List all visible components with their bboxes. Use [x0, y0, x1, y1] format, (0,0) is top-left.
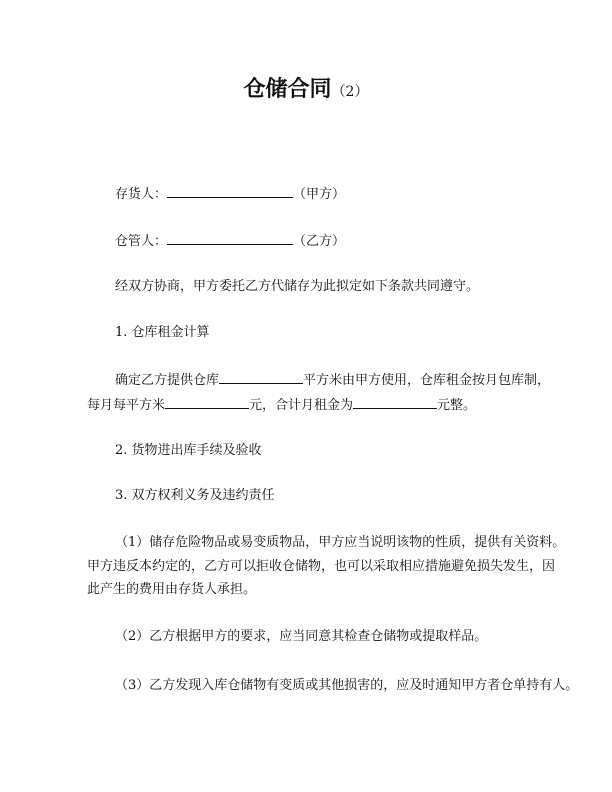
item3: （3）乙方发现入库仓储物有变质或其他损害的，应及时通知甲方者仓单持有人。: [115, 678, 579, 693]
section2-heading: 2. 货物进出库手续及验收: [115, 443, 262, 458]
item1-line3: 此产生的费用由存货人承担。: [87, 582, 257, 597]
section1-heading: 1. 仓库租金计算: [115, 325, 210, 340]
unit-price-blank[interactable]: [165, 397, 249, 409]
item1-line1: （1）储存危险物品或易变质物品，甲方应当说明该物的性质，提供有关资料。: [115, 535, 566, 550]
monthly-rent-blank[interactable]: [353, 397, 437, 409]
text: 平方米由甲方使用，仓库租金按月包库制，: [303, 373, 551, 388]
depositor-blank[interactable]: [167, 186, 293, 198]
keeper-blank[interactable]: [167, 233, 293, 245]
title-main: 仓储合同: [243, 77, 332, 102]
depositor-suffix: （甲方）: [293, 187, 346, 202]
area-blank[interactable]: [219, 372, 303, 384]
keeper-line: [115, 233, 345, 250]
depositor-label: 存货人：: [115, 187, 168, 202]
document-title: [0, 72, 612, 103]
section1-line2: [87, 397, 476, 414]
intro-paragraph: 经双方协商，甲方委托乙方代储存为此拟定如下条款共同遵守。: [115, 279, 480, 294]
depositor-line: [115, 186, 345, 203]
item1-line2: 甲方违反本约定的，乙方可以拒收仓储物，也可以采取相应措施避免损失发生，因: [87, 559, 556, 574]
keeper-suffix: （乙方）: [293, 234, 346, 249]
keeper-label: 仓管人：: [115, 234, 168, 249]
section3-heading: 3. 双方权利义务及违约责任: [115, 488, 275, 503]
text: 元整。: [437, 398, 477, 413]
section1-line1: [115, 372, 550, 389]
text: 每月每平方米: [87, 398, 166, 413]
item2: （2）乙方根据甲方的要求，应当同意其检查仓储物或提取样品。: [115, 629, 488, 644]
text: 确定乙方提供仓库: [115, 373, 220, 388]
title-sub: （2）: [331, 84, 369, 100]
text: 元，合计月租金为: [249, 398, 354, 413]
